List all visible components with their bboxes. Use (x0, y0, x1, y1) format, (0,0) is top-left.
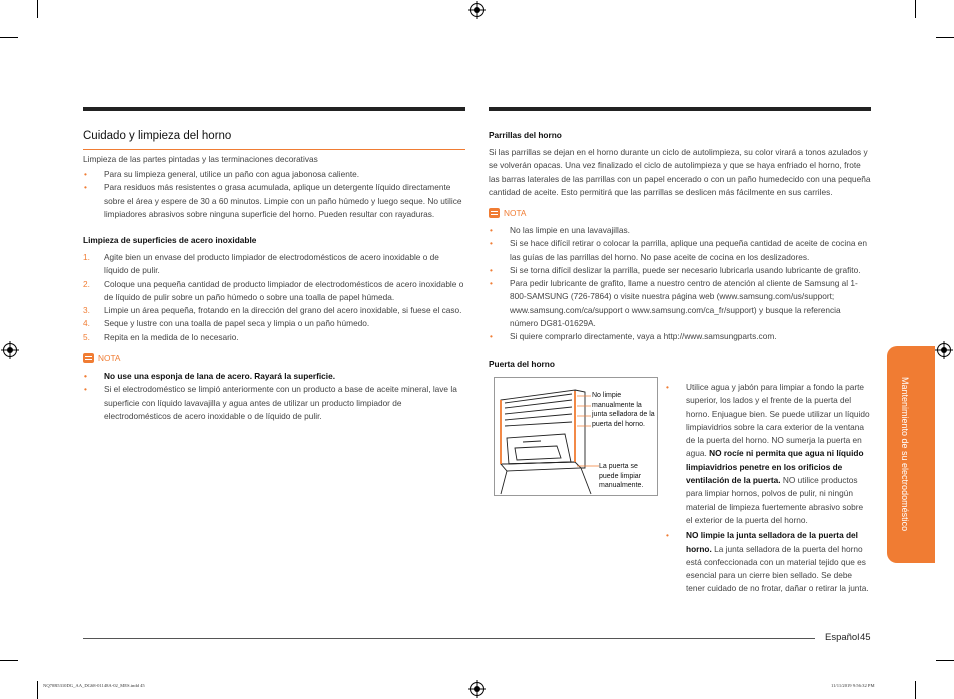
list-item: 4. Seque y lustre con una toalla de papel seca y limpia o un paño húmedo. (83, 318, 370, 329)
registration-mark-icon (937, 343, 951, 357)
list-item: • Para su limpieza general, utilice un paño con agua jabonosa caliente. (83, 168, 465, 181)
note-icon (83, 353, 94, 363)
page-number: 45 (860, 632, 871, 643)
note-label: NOTA (83, 353, 120, 363)
list-item: 3. Limpie un área pequeña, frotando en la dirección del grano del acero inoxidable, si fuese el caso. (83, 305, 462, 316)
section-subtitle: Limpieza de las partes pintadas y las terminaciones decorativas (83, 154, 318, 164)
crop-mark (936, 37, 954, 38)
list-item: • Si el electrodoméstico se limpió anteriormente con un producto a base de aceite mineral, lave la superficie con líquido lavavajilla y agua antes de utilizar un producto limpiador de electrodomésticos de acero inoxidable o de líquido de pulir. (83, 383, 465, 423)
steel-heading: Limpieza de superficies de acero inoxidable (83, 235, 257, 245)
list-item: 5. Repita en la medida de lo necesario. (83, 331, 239, 342)
list-item: • Utilice agua y jabón para limpiar a fondo la parte superior, los lados y el frente de la puerta del horno. Enjuague bien. Se puede utilizar un líquido limpiavidrios sobre la cara exterior de la ventana de la puerta del horno. NO sumerja la puerta en agua. NO rocíe ni permita que agua ni líquido limpiavidrios penetre en los orificios de ventilación de la puerta. NO utilice productos para limpiar hornos, polvos de pulir, ni ningún material de limpieza fuertemente abrasivo sobre el exterior de la puerta del horno. (665, 381, 871, 527)
cleaning-bullets (83, 168, 465, 221)
side-tab-label: Mantenimiento de su electrodoméstico (900, 376, 910, 532)
list-item: 1. Agite bien un envase del producto limpiador de electrodomésticos de acero inoxidable o de líquido de pulir. (83, 252, 439, 276)
crop-mark (915, 681, 916, 699)
print-file-info: NQ70R5310DG_AA_DG68-01148A-02_MES.indd 45 (43, 683, 145, 688)
list-item: • No use una esponja de lana de acero. Rayará la superficie. (83, 370, 465, 383)
door-heading: Puerta del horno (489, 359, 555, 369)
list-item: • Si se torna difícil deslizar la parrilla, puede ser necesario lubricarla usando lubricante de grafito. (489, 264, 871, 277)
list-item: • NO limpie la junta selladora de la puerta del horno. La junta selladora de la puerta del horno está confeccionada con un material tejido que es esencial para un cierre bien sellado. Se debe tener cuidado de no frotar, dañar o retirar la junta. (665, 529, 871, 595)
list-item: • Si quiere comprarlo directamente, vaya a http://www.samsungparts.com. (489, 330, 871, 343)
registration-mark-icon (3, 343, 17, 357)
oven-door-diagram (494, 377, 658, 496)
list-item: • Para residuos más resistentes o grasa acumulada, aplique un detergente líquido directamente sobre el área y espere de 30 a 60 minutos. Limpie con un paño húmedo y luego seque. No utilice limpiadores abrasivos sobre ninguna superficie del horno. Pueden resultar con rayaduras. (83, 181, 465, 221)
diagram-label-door: La puerta se puede limpiar manualmente. (599, 463, 644, 489)
racks-text: Si las parrillas se dejan en el horno durante un ciclo de autolimpieza, su color virará a tonos azulados y se volverán opacas. Una vez finalizado el ciclo de autolimpieza y que se haya enfriado el horno, frote las barras laterales de las parrillas con un papel encerado o con un paño humedecido con una pequeña cantidad de aceite. Esto permitirá que las parrillas se deslicen más fácilmente en sus carriles. (489, 147, 871, 197)
note-bullets (83, 370, 465, 423)
diagram-label-gasket: No limpie manualmente la junta selladora de la puerta del horno. (592, 392, 655, 428)
crop-mark (37, 681, 38, 699)
footer-rule (83, 638, 815, 639)
crop-mark (0, 660, 18, 661)
list-item: • No las limpie en una lavavajillas. (489, 224, 871, 237)
list-item: • Si se hace difícil retirar o colocar la parrilla, aplique una pequeña cantidad de aceite de cocina en las guías de las parrillas del horno. No pase aceite de cocina en los deslizadores. (489, 237, 871, 264)
note-label: NOTA (489, 208, 526, 218)
list-item: 2. Coloque una pequeña cantidad de producto limpiador de electrodomésticos de acero inoxidable o de líquido de pulir sobre un paño húmedo o sobre una toalla de papel húmeda. (83, 278, 464, 302)
crop-mark (936, 660, 954, 661)
column-rule-right (489, 107, 871, 111)
registration-mark-icon (470, 3, 484, 17)
crop-mark (37, 0, 38, 18)
steel-steps (83, 251, 465, 344)
title-underline (83, 149, 465, 150)
registration-mark-icon (470, 682, 484, 696)
footer-language: Español (825, 632, 860, 643)
print-date-info: 11/11/2019 9:56:32 PM (831, 683, 875, 688)
list-item: • Para pedir lubricante de grafito, llame a nuestro centro de atención al cliente de Samsung al 1-800-SAMSUNG (726-7864) o visite nuestra página web (www.samsung.com/us/support; www.samsung.com/ca/support o www.samsung.com/ca_fr/support) y busque la referencia número DG81-01629A. (489, 277, 871, 330)
racks-note-bullets (489, 224, 871, 344)
note-icon (489, 208, 500, 218)
crop-mark (0, 37, 18, 38)
crop-mark (915, 0, 916, 18)
door-bullets (665, 381, 871, 596)
racks-heading: Parrillas del horno (489, 130, 562, 140)
section-title: Cuidado y limpieza del horno (83, 130, 232, 142)
column-rule-left (83, 107, 465, 111)
